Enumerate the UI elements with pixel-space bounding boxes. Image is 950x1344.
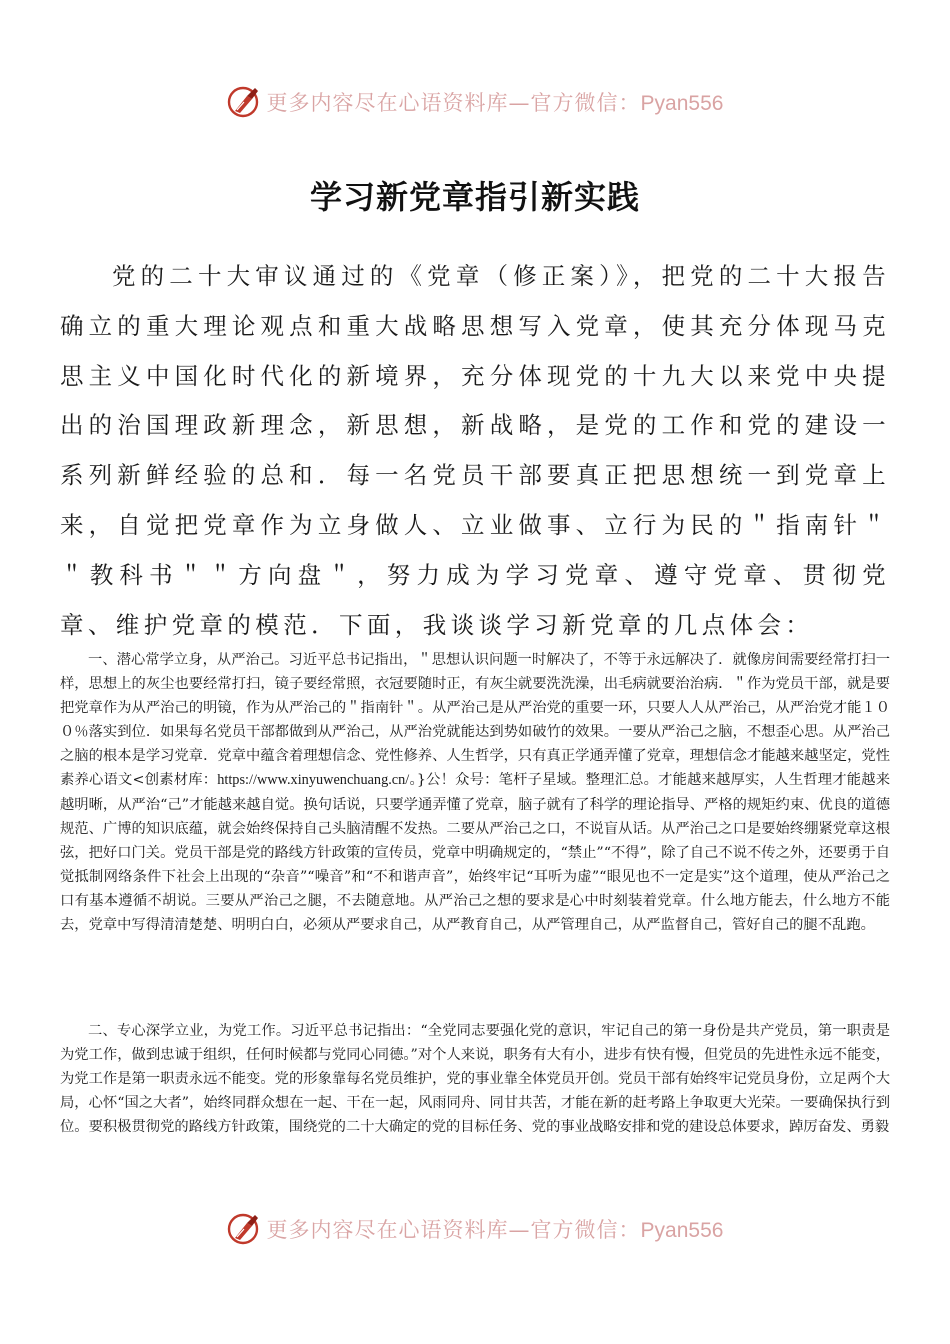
fountain-pen-logo-icon: [227, 1212, 261, 1246]
footer-banner: [0, 1207, 950, 1251]
wechat-id: Pyan556: [640, 1219, 724, 1242]
source-url: https://www.xinyuwenchuang.cn/: [217, 772, 410, 789]
intro-paragraph: 党的二十大审议通过的《党章（修正案）》，把党的二十大报告确立的重大理论观点和重大战略思想写入党章，使其充分体现马克思主义中国化时代化的新境界，充分体现党的十九大以来党中央提出的治国理政新理念，新思想，新战略，是党的工作和党的建设一系列新鲜经验的总和．每一名党员干部要真正把思想统一到党章上来，自觉把党章作为立身做人、立业做事、立行为民的＂指南针＂＂教科书＂＂方向盘＂，努力成为学习党章、遵守党章、贯彻党章、维护党章的模范．下面，我谈谈学习新党章的几点体会：: [60, 262, 890, 639]
banner-text: 更多内容尽在心语资料库—官方微信：Pyan556: [266, 91, 724, 115]
banner-text: 更多内容尽在心语资料库—官方微信：Pyan556: [266, 1218, 724, 1242]
wechat-id: Pyan556: [640, 92, 724, 115]
page-title: 学习新党章指引新实践: [309, 178, 640, 216]
body-paragraph-2: 二、专心深学立业，为党工作。习近平总书记指出：“全党同志要强化党的意识，牢记自己的第一身份是共产党员，第一职责是为党工作，做到忠诚于组织，任何时候都与党同心同德。”对个人来说，职务有大有小，进步有快有慢，但党员的先进性永远不能变，为党工作是第一职责永远不能变。党的形象靠每名党员维护，党的事业靠全体党员开创。党员干部有始终牢记党员身份，立足两个大局，心怀“国之大者”，始终同群众想在一起、干在一起，风雨同舟、同甘共苦，才能在新的赶考路上争取更大光荣。一要确保执行到位。要积极贯彻党的路线方针政策，围绕党的二十大确定的党的目标任务、党的事业战略安排和党的建设总体要求，踔厉奋发、勇毅: [60, 1023, 890, 1136]
fountain-pen-logo-icon: [227, 85, 261, 119]
body-paragraph-1: 一、潜心常学立身，从严治己。习近平总书记指出，＂思想认识问题一时解决了，不等于永远解决了．就像房间需要经常打扫一样，思想上的灰尘也要经常打扫，镜子要经常照，衣冠要随时正，有灰尘就要洗洗澡，出毛病就要治治病．＂作为党员干部，就是要把党章作为从严治己的明镜，作为从严治己的＂指南针＂。从严治己是从严治党的重要一环，只要人人从严治己，从严治党才能１００％落实到位．如果每名党员干部都做到从严治己，从严治党就能达到势如破竹的效果。一要从严治己之脑，不想歪心思。从严治己之脑的根本是学习党章．党章中蕴含着理想信念、党性修养、人生哲学，只有真正学通弄懂了党章，理想信念才能越来越坚定，党性素养心语文<创素材库：https://www.xinyuwenchuang.cn/。}公！众号：笔杆子星域。整理汇总。才能越来越厚实，人生哲理才能越来越明晰，从严治“己”才能越来越自觉。换句话说，只要学通弄懂了党章，脑子就有了科学的理论指导、严格的规矩约束、优良的道德规范、广博的知识底蕴，就会始终保持自己头脑清醒不发热。二要从严治己之口，不说盲从话。从严治己之口是要始终绷紧党章这根弦，把好口门关。党员干部是党的路线方针政策的宣传员，党章中明确规定的，“禁止”“不得”，除了自己不说不传之外，还要勇于自觉抵制网络条件下社会上出现的“杂音”“噪音”和“不和谐声音”，始终牢记“耳听为虚”“眼见也不一定是实”这个道理，使从严治己之口有基本遵循不胡说。三要从严治己之腿，不去随意地。从严治己之想的要求是心中时刻装着党章。什么地方能去，什么地方不能去，党章中写得清清楚楚、明明白白，必须从严要求自己，从严教育自己，从严管理自己，从严监督自己，管好自己的腿不乱跑。: [60, 652, 890, 934]
header-banner: [0, 80, 950, 124]
